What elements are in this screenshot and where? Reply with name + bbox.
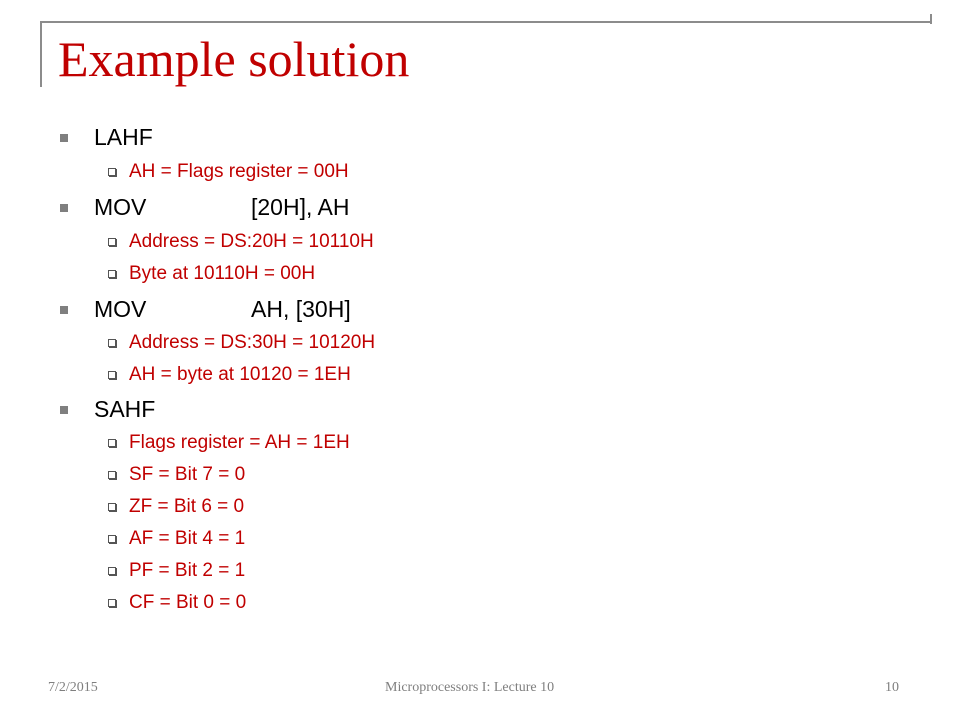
square-bullet-icon bbox=[60, 306, 68, 314]
hollow-square-bullet-icon bbox=[108, 503, 116, 511]
note-text: AH = byte at 10120 = 1EH bbox=[129, 364, 351, 385]
instruction-args: AH, [30H] bbox=[251, 296, 351, 322]
note-text: SF = Bit 7 = 0 bbox=[129, 464, 246, 485]
instruction-op: LAHF bbox=[94, 124, 153, 150]
instruction-op: MOV bbox=[94, 194, 147, 220]
frame-right-tick bbox=[930, 14, 932, 24]
instruction-op: SAHF bbox=[94, 396, 156, 422]
hollow-square-bullet-icon bbox=[108, 339, 116, 347]
note-text: CF = Bit 0 = 0 bbox=[129, 592, 247, 613]
note-text: Byte at 10110H = 00H bbox=[129, 263, 316, 284]
hollow-square-bullet-icon bbox=[108, 270, 116, 278]
footer-date: 7/2/2015 bbox=[48, 680, 98, 695]
note-text: ZF = Bit 6 = 0 bbox=[129, 496, 245, 517]
note-text: Address = DS:30H = 10120H bbox=[129, 332, 376, 353]
instruction-op: MOV bbox=[94, 296, 147, 322]
hollow-square-bullet-icon bbox=[108, 371, 116, 379]
frame-left-line bbox=[40, 21, 42, 87]
frame-top-line bbox=[40, 21, 932, 23]
note-text: Address = DS:20H = 10110H bbox=[129, 231, 374, 252]
hollow-square-bullet-icon bbox=[108, 238, 116, 246]
note-text: PF = Bit 2 = 1 bbox=[129, 560, 246, 581]
hollow-square-bullet-icon bbox=[108, 168, 116, 176]
hollow-square-bullet-icon bbox=[108, 439, 116, 447]
square-bullet-icon bbox=[60, 134, 68, 142]
instruction-args: [20H], AH bbox=[251, 194, 350, 220]
slide-title: Example solution bbox=[58, 31, 410, 87]
note-text: AH = Flags register = 00H bbox=[129, 161, 349, 182]
hollow-square-bullet-icon bbox=[108, 471, 116, 479]
hollow-square-bullet-icon bbox=[108, 535, 116, 543]
note-text: Flags register = AH = 1EH bbox=[129, 432, 350, 453]
footer-course: Microprocessors I: Lecture 10 bbox=[385, 680, 555, 695]
square-bullet-icon bbox=[60, 406, 68, 414]
square-bullet-icon bbox=[60, 204, 68, 212]
hollow-square-bullet-icon bbox=[108, 567, 116, 575]
footer-page-number: 10 bbox=[885, 680, 899, 695]
note-text: AF = Bit 4 = 1 bbox=[129, 528, 246, 549]
hollow-square-bullet-icon bbox=[108, 599, 116, 607]
